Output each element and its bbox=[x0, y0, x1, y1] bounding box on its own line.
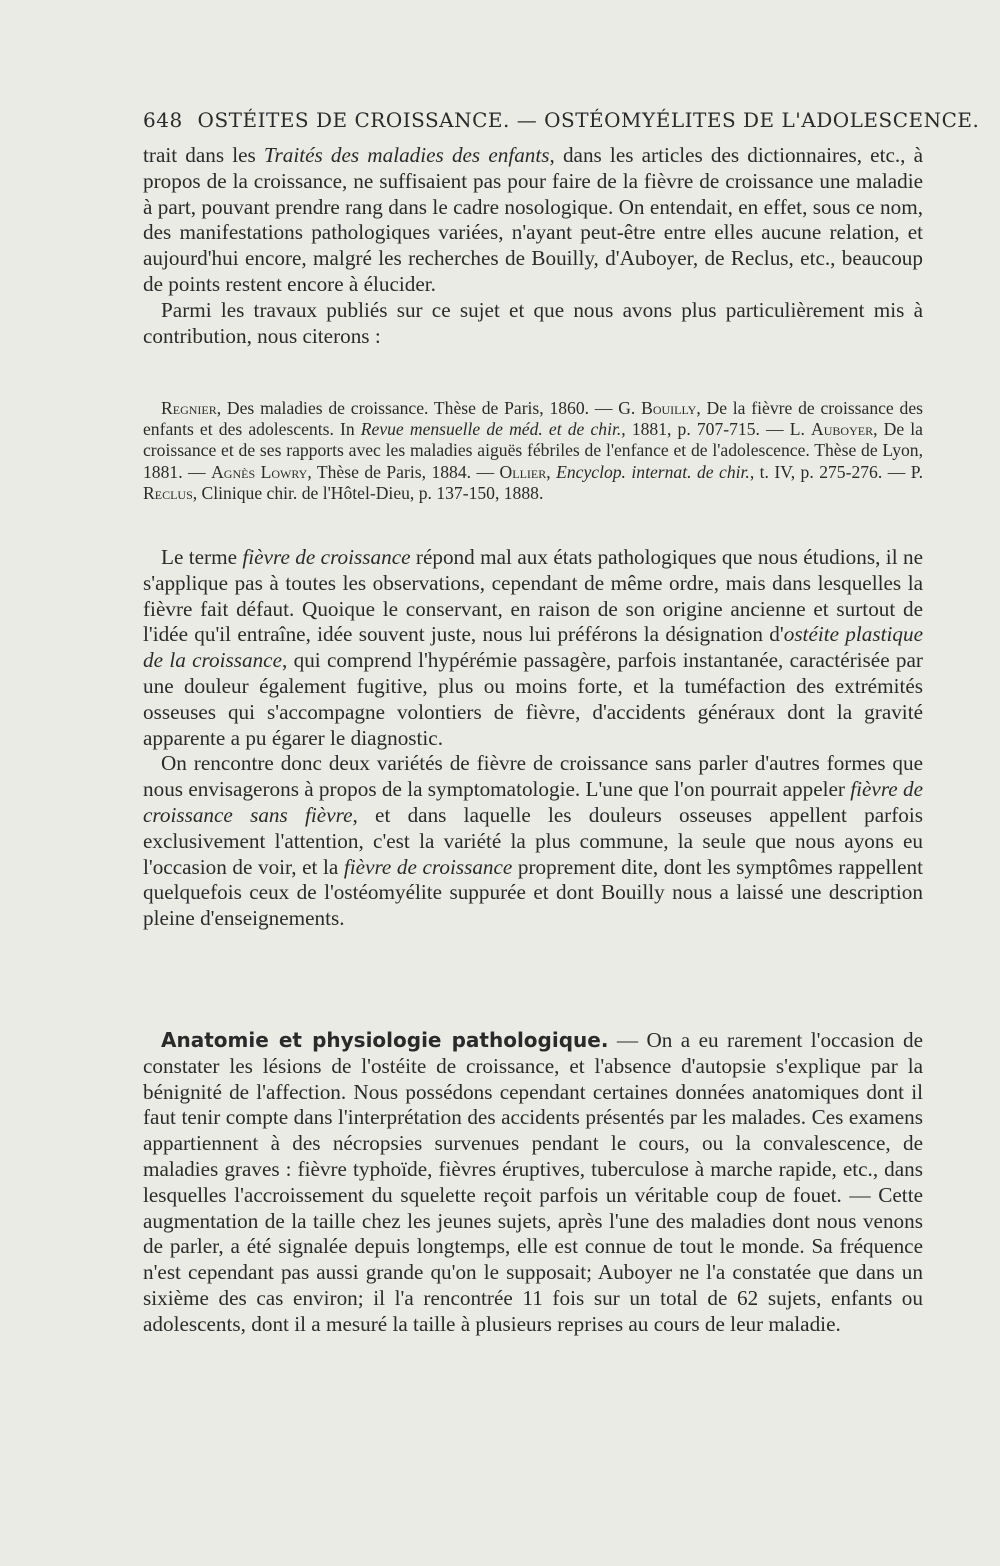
text-run: proprement dite, dont les symptômes rappellent quelquefois ceux de l'ostéomyélite suppurée et dont Bouilly nous a laissé une description pleine d'enseignements. bbox=[143, 854, 923, 931]
italic-title: Traités des maladies des enfants bbox=[263, 143, 550, 167]
author-name: Reclus bbox=[143, 482, 193, 503]
author-name: Agnès Lowry bbox=[211, 461, 308, 482]
reference-list bbox=[143, 398, 923, 504]
running-header bbox=[143, 108, 980, 132]
text-run: Le terme bbox=[161, 545, 243, 569]
text-run: répond mal aux états pathologiques que nous étudions, il ne s'applique pas à toutes les observations, cependant de même ordre, mais dans lesquelles la fièvre fait défaut. Quoique le conservant, en raison de son origine ancienne et surtout de l'idée qu'il entraîne, idée souvent juste, nous lui préférons la désignation d' bbox=[143, 545, 923, 647]
italic-term: fièvre de croissance bbox=[242, 545, 411, 569]
text-run: , De la fièvre de croissance des enfants et des adolescents. In bbox=[143, 398, 923, 440]
page-number: 648 bbox=[143, 108, 183, 132]
text-run: , Clinique chir. de l'Hôtel-Dieu, p. 137-150, 1888. bbox=[192, 482, 544, 503]
text-run: , De la croissance et de ses rapports avec les maladies aiguës fébriles de l'enfance et de l'adolescence. Thèse de Lyon, 1881. — bbox=[143, 419, 923, 482]
text-run: , Thèse de Paris, 1884. — bbox=[307, 461, 500, 482]
text-run: trait dans les bbox=[143, 143, 264, 167]
work-title: Encyclop. internat. de chir. bbox=[556, 461, 750, 482]
text-run: , 1881, p. 707-715. — L. bbox=[621, 419, 812, 440]
text-run: , et dans laquelle les douleurs osseuses appellent parfois exclusivement l'attention, c'est la variété la plus commune, la seule que nous ayons eu l'occasion de voir, et la bbox=[143, 802, 924, 879]
italic-term: fièvre de croissance bbox=[343, 854, 513, 879]
author-name: Ollier bbox=[499, 461, 547, 482]
author-name: Bouilly bbox=[641, 398, 697, 418]
text-run: , qui comprend l'hypérémie passagère, parfois instantanée, caractérisée par une douleur également fugitive, plus ou moins forte, et la tuméfaction des extrémités osseuses qui s'accompagne volontiers de fièvre, d'accidents généraux dont la gravité apparente a pu égarer le diagnostic. bbox=[143, 648, 923, 750]
text-run: , bbox=[546, 461, 557, 482]
text-run: On rencontre donc deux variétés de fièvre de croissance sans parler d'autres formes que nous envisagerons à propos de la symptomatologie. L'une que l'on pourrait appeler bbox=[143, 751, 923, 802]
text-run: , t. IV, p. 275-276. — P. bbox=[749, 461, 923, 482]
author-name: Auboyer bbox=[811, 419, 874, 440]
italic-term: ostéite plastique de la croissance bbox=[143, 622, 923, 673]
section-block bbox=[143, 1028, 923, 1338]
italic-term: fièvre de croissance sans fièvre bbox=[143, 777, 923, 827]
text-run: , Des maladies de croissance. Thèse de Paris, 1860. — G. bbox=[216, 398, 642, 418]
main-text-block bbox=[143, 545, 923, 932]
references-block bbox=[143, 398, 923, 504]
author-name: Regnier bbox=[161, 398, 217, 418]
intro-block bbox=[143, 143, 923, 349]
paragraph-anatomy bbox=[143, 1028, 923, 1338]
text-run: , dans les articles des dictionnaires, etc., à propos de la croissance, ne suffisaient pas pour faire de la fièvre de croissance une maladie à part, pouvant prendre rang dans le cadre nosologique. On entendait, en effet, sous ce nom, des manifestations pathologiques variées, n'ayant peut-être entre elles aucune relation, et aujourd'hui encore, malgré les recherches de Bouilly, d'Auboyer, de Reclus, etc., beaucoup de points restent encore à élucider. bbox=[143, 143, 923, 296]
text-run: — On a eu rarement l'occasion de constater les lésions de l'ostéite de croissance, et l'absence d'autopsie s'explique par la bénignité de l'affection. Nous possédons cependant certaines données anatomiques dont il faut tenir compte dans l'interprétation des accidents présentés par les malades. Ces examens appartiennent à des nécropsies survenues pendant le cours, ou la convalescence, de maladies graves : fièvre typhoïde, fièvres éruptives, tuberculose à marche rapide, etc., dans lesquelles l'accroissement du squelette reçoit parfois un véritable coup de fouet. — Cette augmentation de la taille chez les jeunes sujets, après l'une des maladies dont nous venons de parler, a été signalée depuis longtemps, elle est connue de tout le monde. Sa fréquence n'est cependant pas aussi grande qu'on le supposait; Auboyer ne l'a constatée que dans un sixième des cas environ; il l'a rencontrée 11 fois sur un total de 62 sujets, enfants ou adolescents, dont il a mesuré la taille à plusieurs reprises au cours de leur maladie. bbox=[143, 1028, 923, 1336]
journal-title: Revue mensuelle de méd. et de chir. bbox=[360, 419, 622, 440]
running-title: OSTÉITES DE CROISSANCE. — OSTÉOMYÉLITES DE L'ADOLESCENCE. bbox=[197, 108, 980, 132]
paragraph-varieties bbox=[143, 751, 923, 932]
paragraph-continuation bbox=[143, 143, 923, 298]
paragraph-terminology bbox=[143, 545, 923, 751]
paragraph-citation-intro: Parmi les travaux publiés sur ce sujet et que nous avons plus particulièrement mis à contribution, nous citerons : bbox=[143, 297, 923, 348]
section-heading: Anatomie et physiologie pathologique. bbox=[161, 1028, 609, 1052]
